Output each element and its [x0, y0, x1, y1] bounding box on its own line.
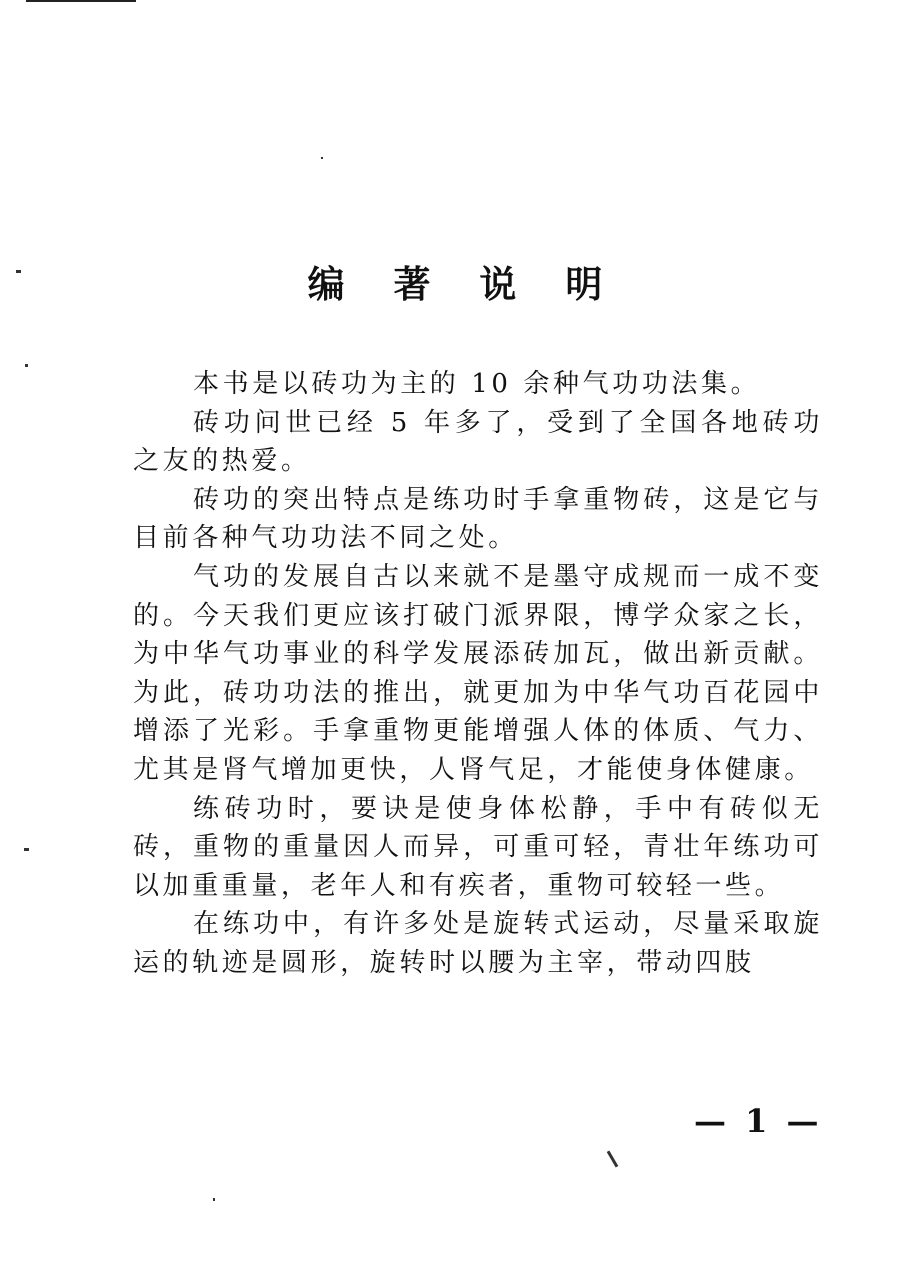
scan-speck [16, 270, 21, 273]
paragraph: 砖功的突出特点是练功时手拿重物砖，这是它与目前各种气功功法不同之处。 [133, 484, 823, 554]
paragraph: 在练功中，有许多处是旋转式运动，尽量采取旋运的轨迹是圆形，旋转时以腰为主宰，带动四肢 [133, 909, 823, 978]
scan-speck [607, 1150, 619, 1167]
scan-speck [24, 848, 29, 851]
page-number: — 1 — [694, 1102, 823, 1140]
paragraph: 本书是以砖功为主的 10 余种气功功法集。 [193, 369, 761, 399]
paragraph: 气功的发展自古以来就不是墨守成规而一成不变的。今天我们更应该打破门派界限，博学众家之长，为中华气功事业的科学发展添砖加瓦，做出新贡献。为此，砖功功法的推出，就更加为中华气功百花园中增添了光彩。手拿重物更能增强人体的体质、气力、尤其是肾气增加更快，人肾气足，才能使身体健康。 [133, 561, 823, 785]
paragraph: 砖功问世已经 5 年多了，受到了全国各地砖功之友的热爱。 [133, 407, 823, 477]
paragraph: 练砖功时，要诀是使身体松静，手中有砖似无砖，重物的重量因人而异，可重可轻，青壮年练功可以加重重量，老年人和有疾者，重物可较轻一些。 [133, 793, 823, 901]
scan-speck [25, 364, 28, 367]
body-text [133, 365, 823, 983]
page-title: 编 著 说 明 [307, 262, 621, 306]
scan-speck [321, 157, 323, 159]
top-rule [26, 0, 136, 2]
scan-speck [213, 1198, 215, 1201]
